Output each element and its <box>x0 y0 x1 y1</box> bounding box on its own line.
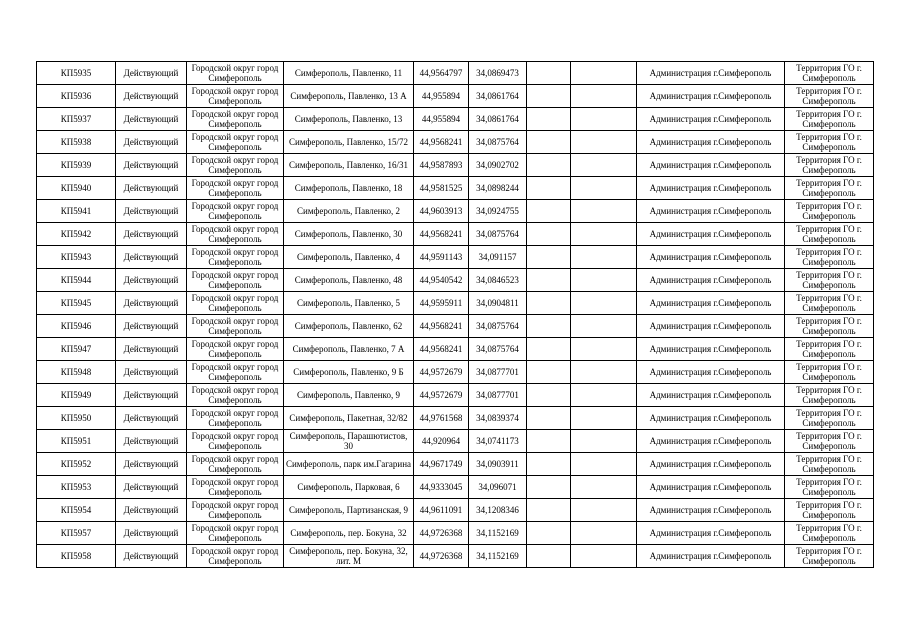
district-cell: Городской округ город Симферополь <box>187 62 284 85</box>
district-cell: Городской округ город Симферополь <box>187 177 284 200</box>
address-cell: Симферополь, Павленко, 48 <box>284 269 414 292</box>
owner-cell: Администрация г.Симферополь <box>637 315 785 338</box>
site-code-cell: КП5950 <box>37 407 116 430</box>
longitude-cell: 34,0869473 <box>469 62 527 85</box>
district-cell: Городской округ город Симферополь <box>187 200 284 223</box>
territory-cell: Территория ГО г. Симферополь <box>785 453 874 476</box>
empty-cell <box>527 384 571 407</box>
longitude-cell: 34,0877701 <box>469 384 527 407</box>
address-cell: Симферополь, Павленко, 2 <box>284 200 414 223</box>
territory-cell: Территория ГО г. Симферополь <box>785 223 874 246</box>
latitude-cell: 44,9572679 <box>414 384 469 407</box>
site-code-cell: КП5952 <box>37 453 116 476</box>
owner-cell: Администрация г.Симферополь <box>637 108 785 131</box>
empty-cell <box>571 545 637 568</box>
address-cell: Симферополь, Павленко, 9 <box>284 384 414 407</box>
owner-cell: Администрация г.Симферополь <box>637 338 785 361</box>
table-row <box>37 85 874 108</box>
territory-cell: Территория ГО г. Симферополь <box>785 131 874 154</box>
site-code-cell: КП5948 <box>37 361 116 384</box>
territory-cell: Территория ГО г. Симферополь <box>785 200 874 223</box>
district-cell: Городской округ город Симферополь <box>187 131 284 154</box>
table-row <box>37 384 874 407</box>
table-row <box>37 499 874 522</box>
owner-cell: Администрация г.Симферополь <box>637 131 785 154</box>
owner-cell: Администрация г.Симферополь <box>637 154 785 177</box>
longitude-cell: 34,0875764 <box>469 223 527 246</box>
site-code-cell: КП5953 <box>37 476 116 499</box>
status-cell: Действующий <box>116 545 187 568</box>
district-cell: Городской округ город Симферополь <box>187 407 284 430</box>
empty-cell <box>527 223 571 246</box>
owner-cell: Администрация г.Симферополь <box>637 499 785 522</box>
empty-cell <box>527 522 571 545</box>
site-code-cell: КП5957 <box>37 522 116 545</box>
longitude-cell: 34,0924755 <box>469 200 527 223</box>
empty-cell <box>527 430 571 453</box>
latitude-cell: 44,9587893 <box>414 154 469 177</box>
site-code-cell: КП5943 <box>37 246 116 269</box>
district-cell: Городской округ город Симферополь <box>187 246 284 269</box>
empty-cell <box>571 384 637 407</box>
table-row <box>37 522 874 545</box>
address-cell: Симферополь, Павленко, 4 <box>284 246 414 269</box>
latitude-cell: 44,9564797 <box>414 62 469 85</box>
address-cell: Симферополь, Павленко, 13 <box>284 108 414 131</box>
table-row <box>37 200 874 223</box>
address-cell: Симферополь, Павленко, 16/31 <box>284 154 414 177</box>
owner-cell: Администрация г.Симферополь <box>637 361 785 384</box>
longitude-cell: 34,0741173 <box>469 430 527 453</box>
table-row <box>37 338 874 361</box>
status-cell: Действующий <box>116 131 187 154</box>
empty-cell <box>527 177 571 200</box>
district-cell: Городской округ город Симферополь <box>187 384 284 407</box>
latitude-cell: 44,9591143 <box>414 246 469 269</box>
territory-cell: Территория ГО г. Симферополь <box>785 269 874 292</box>
table-row <box>37 177 874 200</box>
territory-cell: Территория ГО г. Симферополь <box>785 246 874 269</box>
longitude-cell: 34,1152169 <box>469 545 527 568</box>
empty-cell <box>527 62 571 85</box>
status-cell: Действующий <box>116 246 187 269</box>
district-cell: Городской округ город Симферополь <box>187 476 284 499</box>
longitude-cell: 34,0861764 <box>469 85 527 108</box>
longitude-cell: 34,0846523 <box>469 269 527 292</box>
empty-cell <box>571 223 637 246</box>
latitude-cell: 44,9333045 <box>414 476 469 499</box>
table-row <box>37 292 874 315</box>
latitude-cell: 44,9726368 <box>414 522 469 545</box>
address-cell: Симферополь, Павленко, 11 <box>284 62 414 85</box>
longitude-cell: 34,0875764 <box>469 315 527 338</box>
territory-cell: Территория ГО г. Симферополь <box>785 476 874 499</box>
territory-cell: Территория ГО г. Симферополь <box>785 292 874 315</box>
site-code-cell: КП5944 <box>37 269 116 292</box>
empty-cell <box>571 453 637 476</box>
empty-cell <box>527 315 571 338</box>
site-code-cell: КП5939 <box>37 154 116 177</box>
latitude-cell: 44,920964 <box>414 430 469 453</box>
empty-cell <box>571 200 637 223</box>
district-cell: Городской округ город Симферополь <box>187 315 284 338</box>
status-cell: Действующий <box>116 292 187 315</box>
status-cell: Действующий <box>116 223 187 246</box>
empty-cell <box>527 154 571 177</box>
table-row <box>37 545 874 568</box>
owner-cell: Администрация г.Симферополь <box>637 200 785 223</box>
table-body <box>37 62 874 568</box>
empty-cell <box>527 246 571 269</box>
address-cell: Симферополь, Партизанская, 9 <box>284 499 414 522</box>
empty-cell <box>571 154 637 177</box>
district-cell: Городской округ город Симферополь <box>187 499 284 522</box>
latitude-cell: 44,9568241 <box>414 223 469 246</box>
status-cell: Действующий <box>116 384 187 407</box>
owner-cell: Администрация г.Симферополь <box>637 545 785 568</box>
empty-cell <box>571 108 637 131</box>
status-cell: Действующий <box>116 361 187 384</box>
owner-cell: Администрация г.Симферополь <box>637 407 785 430</box>
latitude-cell: 44,9595911 <box>414 292 469 315</box>
longitude-cell: 34,091157 <box>469 246 527 269</box>
address-cell: Симферополь, Парашютистов, 30 <box>284 430 414 453</box>
owner-cell: Администрация г.Симферополь <box>637 476 785 499</box>
territory-cell: Территория ГО г. Симферополь <box>785 108 874 131</box>
address-cell: Симферополь, Пакетная, 32/82 <box>284 407 414 430</box>
latitude-cell: 44,9540542 <box>414 269 469 292</box>
status-cell: Действующий <box>116 85 187 108</box>
address-cell: Симферополь, пер. Бокуна, 32, лит. М <box>284 545 414 568</box>
territory-cell: Территория ГО г. Симферополь <box>785 85 874 108</box>
longitude-cell: 34,0839374 <box>469 407 527 430</box>
address-cell: Симферополь, Павленко, 13 А <box>284 85 414 108</box>
status-cell: Действующий <box>116 476 187 499</box>
empty-cell <box>571 499 637 522</box>
table-row <box>37 430 874 453</box>
address-cell: Симферополь, Павленко, 7 А <box>284 338 414 361</box>
site-code-cell: КП5942 <box>37 223 116 246</box>
longitude-cell: 34,0861764 <box>469 108 527 131</box>
status-cell: Действующий <box>116 315 187 338</box>
owner-cell: Администрация г.Симферополь <box>637 177 785 200</box>
longitude-cell: 34,0898244 <box>469 177 527 200</box>
district-cell: Городской округ город Симферополь <box>187 154 284 177</box>
empty-cell <box>571 269 637 292</box>
table-row <box>37 108 874 131</box>
table-row <box>37 453 874 476</box>
empty-cell <box>571 292 637 315</box>
district-cell: Городской округ город Симферополь <box>187 453 284 476</box>
longitude-cell: 34,1152169 <box>469 522 527 545</box>
address-cell: Симферополь, Павленко, 5 <box>284 292 414 315</box>
empty-cell <box>527 200 571 223</box>
empty-cell <box>571 522 637 545</box>
empty-cell <box>571 315 637 338</box>
site-code-cell: КП5954 <box>37 499 116 522</box>
site-code-cell: КП5949 <box>37 384 116 407</box>
territory-cell: Территория ГО г. Симферополь <box>785 499 874 522</box>
latitude-cell: 44,9726368 <box>414 545 469 568</box>
status-cell: Действующий <box>116 499 187 522</box>
site-code-cell: КП5945 <box>37 292 116 315</box>
address-cell: Симферополь, пер. Бокуна, 32 <box>284 522 414 545</box>
empty-cell <box>571 361 637 384</box>
site-code-cell: КП5936 <box>37 85 116 108</box>
territory-cell: Территория ГО г. Симферополь <box>785 545 874 568</box>
latitude-cell: 44,9603913 <box>414 200 469 223</box>
table-row <box>37 361 874 384</box>
address-cell: Симферополь, Павленко, 18 <box>284 177 414 200</box>
empty-cell <box>527 85 571 108</box>
longitude-cell: 34,0904811 <box>469 292 527 315</box>
empty-cell <box>571 246 637 269</box>
status-cell: Действующий <box>116 338 187 361</box>
district-cell: Городской округ город Симферополь <box>187 85 284 108</box>
empty-cell <box>571 338 637 361</box>
empty-cell <box>527 338 571 361</box>
longitude-cell: 34,0877701 <box>469 361 527 384</box>
owner-cell: Администрация г.Симферополь <box>637 246 785 269</box>
territory-cell: Территория ГО г. Симферополь <box>785 361 874 384</box>
status-cell: Действующий <box>116 269 187 292</box>
status-cell: Действующий <box>116 522 187 545</box>
site-code-cell: КП5940 <box>37 177 116 200</box>
latitude-cell: 44,955894 <box>414 108 469 131</box>
owner-cell: Администрация г.Симферополь <box>637 62 785 85</box>
site-code-cell: КП5935 <box>37 62 116 85</box>
owner-cell: Администрация г.Симферополь <box>637 223 785 246</box>
district-cell: Городской округ город Симферополь <box>187 292 284 315</box>
owner-cell: Администрация г.Симферополь <box>637 85 785 108</box>
site-code-cell: КП5947 <box>37 338 116 361</box>
table-row <box>37 246 874 269</box>
district-cell: Городской округ город Симферополь <box>187 338 284 361</box>
territory-cell: Территория ГО г. Симферополь <box>785 407 874 430</box>
empty-cell <box>527 131 571 154</box>
table-row <box>37 131 874 154</box>
empty-cell <box>527 407 571 430</box>
latitude-cell: 44,9611091 <box>414 499 469 522</box>
address-cell: Симферополь, Павленко, 15/72 <box>284 131 414 154</box>
district-cell: Городской округ город Симферополь <box>187 269 284 292</box>
status-cell: Действующий <box>116 154 187 177</box>
territory-cell: Территория ГО г. Симферополь <box>785 315 874 338</box>
latitude-cell: 44,9568241 <box>414 315 469 338</box>
owner-cell: Администрация г.Симферополь <box>637 430 785 453</box>
address-cell: Симферополь, Павленко, 62 <box>284 315 414 338</box>
territory-cell: Территория ГО г. Симферополь <box>785 177 874 200</box>
district-cell: Городской округ город Симферополь <box>187 430 284 453</box>
latitude-cell: 44,9581525 <box>414 177 469 200</box>
territory-cell: Территория ГО г. Симферополь <box>785 384 874 407</box>
district-cell: Городской округ город Симферополь <box>187 522 284 545</box>
address-cell: Симферополь, парк им.Гагарина <box>284 453 414 476</box>
longitude-cell: 34,0902702 <box>469 154 527 177</box>
site-code-cell: КП5941 <box>37 200 116 223</box>
status-cell: Действующий <box>116 62 187 85</box>
table-row <box>37 62 874 85</box>
status-cell: Действующий <box>116 177 187 200</box>
empty-cell <box>527 545 571 568</box>
owner-cell: Администрация г.Симферополь <box>637 522 785 545</box>
empty-cell <box>571 131 637 154</box>
address-cell: Симферополь, Парковая, 6 <box>284 476 414 499</box>
latitude-cell: 44,9761568 <box>414 407 469 430</box>
district-cell: Городской округ город Симферополь <box>187 223 284 246</box>
longitude-cell: 34,0903911 <box>469 453 527 476</box>
table-row <box>37 223 874 246</box>
empty-cell <box>527 269 571 292</box>
empty-cell <box>571 177 637 200</box>
latitude-cell: 44,9568241 <box>414 131 469 154</box>
table-row <box>37 269 874 292</box>
address-cell: Симферополь, Павленко, 30 <box>284 223 414 246</box>
empty-cell <box>527 476 571 499</box>
territory-cell: Территория ГО г. Симферополь <box>785 62 874 85</box>
empty-cell <box>527 499 571 522</box>
empty-cell <box>527 453 571 476</box>
district-cell: Городской округ город Симферополь <box>187 545 284 568</box>
address-cell: Симферополь, Павленко, 9 Б <box>284 361 414 384</box>
territory-cell: Территория ГО г. Симферополь <box>785 522 874 545</box>
site-code-cell: КП5946 <box>37 315 116 338</box>
territory-cell: Территория ГО г. Симферополь <box>785 430 874 453</box>
territory-cell: Территория ГО г. Симферополь <box>785 154 874 177</box>
status-cell: Действующий <box>116 407 187 430</box>
owner-cell: Администрация г.Симферополь <box>637 384 785 407</box>
empty-cell <box>571 476 637 499</box>
status-cell: Действующий <box>116 453 187 476</box>
status-cell: Действующий <box>116 430 187 453</box>
empty-cell <box>571 85 637 108</box>
owner-cell: Администрация г.Симферополь <box>637 453 785 476</box>
latitude-cell: 44,9568241 <box>414 338 469 361</box>
status-cell: Действующий <box>116 108 187 131</box>
table-row <box>37 407 874 430</box>
status-cell: Действующий <box>116 200 187 223</box>
district-cell: Городской округ город Симферополь <box>187 108 284 131</box>
longitude-cell: 34,1208346 <box>469 499 527 522</box>
owner-cell: Администрация г.Симферополь <box>637 292 785 315</box>
site-code-cell: КП5937 <box>37 108 116 131</box>
empty-cell <box>527 361 571 384</box>
table-row <box>37 154 874 177</box>
site-code-cell: КП5951 <box>37 430 116 453</box>
latitude-cell: 44,9572679 <box>414 361 469 384</box>
table-row <box>37 476 874 499</box>
empty-cell <box>527 108 571 131</box>
site-code-cell: КП5938 <box>37 131 116 154</box>
latitude-cell: 44,955894 <box>414 85 469 108</box>
empty-cell <box>571 62 637 85</box>
territory-cell: Территория ГО г. Симферополь <box>785 338 874 361</box>
container-sites-table <box>36 61 874 568</box>
empty-cell <box>571 430 637 453</box>
longitude-cell: 34,0875764 <box>469 338 527 361</box>
district-cell: Городской округ город Симферополь <box>187 361 284 384</box>
longitude-cell: 34,096071 <box>469 476 527 499</box>
longitude-cell: 34,0875764 <box>469 131 527 154</box>
table-row <box>37 315 874 338</box>
empty-cell <box>571 407 637 430</box>
site-code-cell: КП5958 <box>37 545 116 568</box>
latitude-cell: 44,9671749 <box>414 453 469 476</box>
empty-cell <box>527 292 571 315</box>
owner-cell: Администрация г.Симферополь <box>637 269 785 292</box>
